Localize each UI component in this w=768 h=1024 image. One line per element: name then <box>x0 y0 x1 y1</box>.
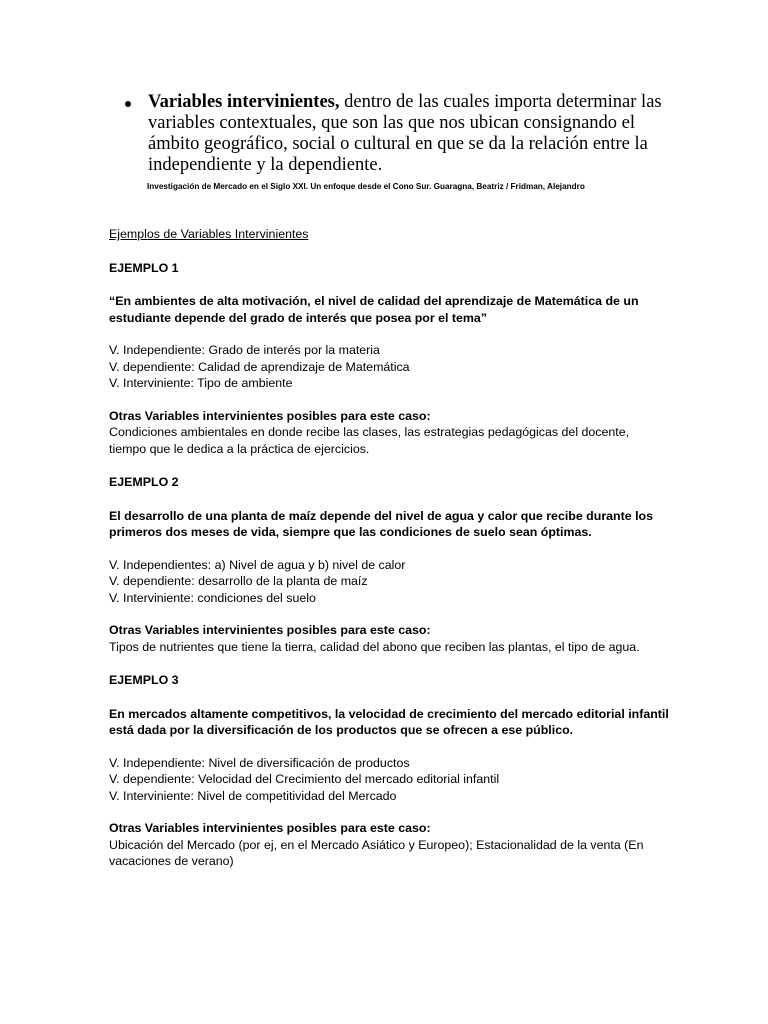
example-heading: EJEMPLO 2 <box>109 475 179 489</box>
example-2 <box>109 474 669 655</box>
var-intervening: V. Interviniente: Nivel de competitividad del Mercado <box>109 788 397 803</box>
example-statement: “En ambientes de alta motivación, el nivel de calidad del aprendizaje de Matemática de un estudiante depende del grado de interés que posea por el tema” <box>109 294 639 325</box>
definition-text <box>148 92 668 176</box>
var-independent: V. Independientes: a) Nivel de agua y b) nivel de calor <box>109 557 406 572</box>
example-heading: EJEMPLO 1 <box>109 260 179 275</box>
definition-lead: Variables intervinientes, <box>148 92 340 112</box>
others-text: Ubicación del Mercado (por ej, en el Mercado Asiático y Europeo); Estacionalidad de la venta (En vacaciones de verano) <box>109 837 644 868</box>
var-independent: V. Independiente: Grado de interés por la materia <box>109 343 380 357</box>
example-heading: EJEMPLO 3 <box>109 673 179 687</box>
others-text: Condiciones ambientales en donde recibe las clases, las estrategias pedagógicas del docente, tiempo que le dedica a la práctica de ejercicios. <box>109 425 630 456</box>
example-statement: En mercados altamente competitivos, la velocidad de crecimiento del mercado editorial infantil está dada por la diversificación de los productos que se ofrecen a ese público. <box>109 706 669 737</box>
var-dependent: V. dependiente: Velocidad del Crecimiento del mercado editorial infantil <box>109 772 500 786</box>
others-title: Otras Variables intervinientes posibles para este caso: <box>109 623 431 637</box>
citation: Investigación de Mercado en el Siglo XXI. Un enfoque desde el Cono Sur. Guaragna, Beatriz / Fridman, Alejandro <box>147 182 585 191</box>
var-independent: V. Independiente: Nivel de diversificación de productos <box>109 755 410 770</box>
var-intervening: V. Interviniente: condiciones del suelo <box>109 590 316 605</box>
bullet-dot-icon <box>125 101 131 107</box>
example-statement: El desarrollo de una planta de maíz depende del nivel de agua y calor que recibe durante los primeros dos meses de vida, siempre que las condiciones de suelo sean óptimas. <box>109 508 653 539</box>
var-dependent: V. dependiente: Calidad de aprendizaje de Matemática <box>109 359 410 374</box>
examples-content <box>109 226 669 870</box>
var-intervening: V. Interviniente: Tipo de ambiente <box>109 376 293 390</box>
definition-bullet <box>128 92 668 176</box>
example-1 <box>109 260 669 458</box>
definition-body: dentro de las cuales importa determinar las variables contextuales, que son las que nos ubican consignando el ámbito geográfico, social o cultural en que se da la relación entre la independiente y la dependiente. <box>148 92 662 175</box>
example-3 <box>109 672 669 870</box>
others-title: Otras Variables intervinientes posibles para este caso: <box>109 408 431 423</box>
section-title: Ejemplos de Variables Intervinientes <box>109 227 309 241</box>
others-text: Tipos de nutrientes que tiene la tierra, calidad del abono que reciben las plantas, el tipo de agua. <box>109 639 640 654</box>
others-title: Otras Variables intervinientes posibles para este caso: <box>109 821 431 835</box>
var-dependent: V. dependiente: desarrollo de la planta de maíz <box>109 574 368 588</box>
